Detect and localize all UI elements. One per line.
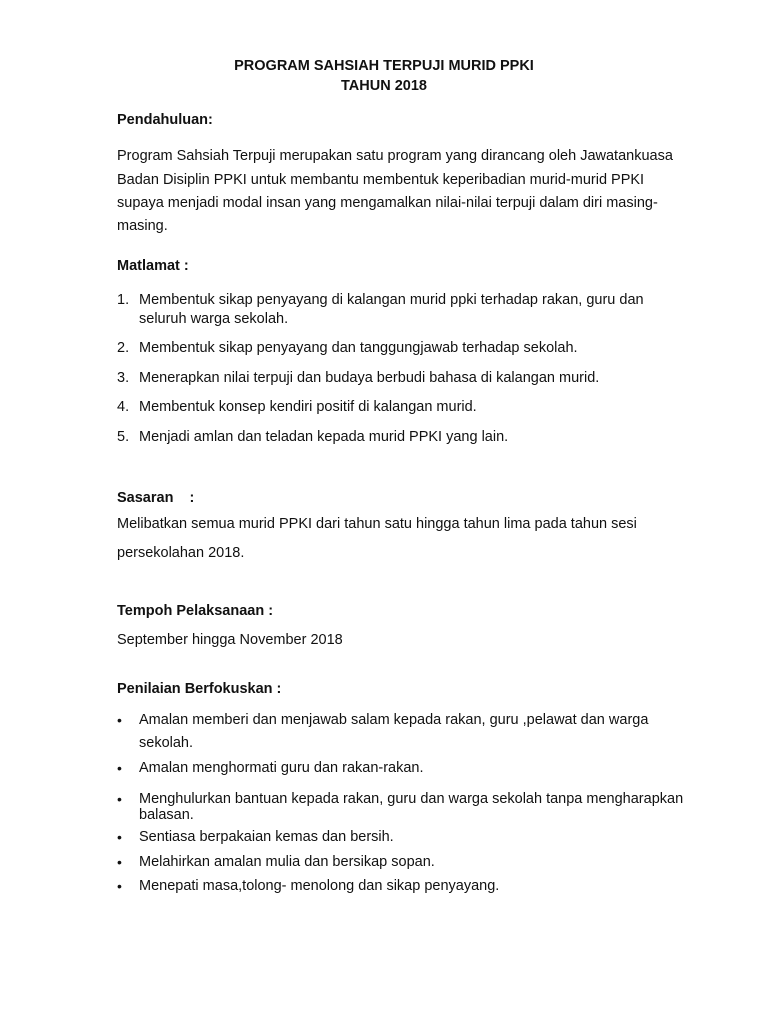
bullet-icon: •	[117, 760, 122, 776]
penilaian-item-text-cont: sekolah.	[139, 735, 194, 751]
penilaian-item-text: Amalan menghormati guru dan rakan-rakan.	[139, 760, 424, 776]
matlamat-item-text: Menerapkan nilai terpuji dan budaya berbudi bahasa di kalangan murid.	[139, 370, 600, 386]
pendahuluan-line: Badan Disiplin PPKI untuk membantu membentuk keperibadian murid-murid PPKI	[117, 172, 645, 188]
penilaian-item-text: Menepati masa,tolong- menolong dan sikap penyayang.	[139, 878, 500, 894]
matlamat-item-text-cont: seluruh warga sekolah.	[139, 311, 289, 327]
matlamat-item-number: 5.	[117, 429, 130, 445]
penilaian-item-text: Menghulurkan bantuan kepada rakan, guru dan warga sekolah tanpa mengharapkan	[139, 791, 684, 807]
matlamat-heading: Matlamat :	[117, 258, 189, 274]
matlamat-item-text: Membentuk konsep kendiri positif di kalangan murid.	[139, 399, 477, 415]
pendahuluan-line: Program Sahsiah Terpuji merupakan satu program yang dirancang oleh Jawatankuasa	[117, 148, 673, 164]
penilaian-item-text: Amalan memberi dan menjawab salam kepada rakan, guru ,pelawat dan warga	[139, 712, 649, 728]
bullet-icon: •	[117, 829, 122, 845]
sasaran-heading: Sasaran :	[117, 490, 195, 506]
bullet-icon: •	[117, 712, 122, 728]
matlamat-item-number: 1.	[117, 292, 130, 308]
sasaran-line: Melibatkan semua murid PPKI dari tahun satu hingga tahun lima pada tahun sesi	[117, 516, 637, 532]
matlamat-item-number: 4.	[117, 399, 130, 415]
matlamat-item-number: 2.	[117, 340, 130, 356]
matlamat-item-text: Menjadi amlan dan teladan kepada murid PPKI yang lain.	[139, 429, 509, 445]
matlamat-item-text: Membentuk sikap penyayang di kalangan murid ppki terhadap rakan, guru dan	[139, 292, 644, 308]
penilaian-heading: Penilaian Berfokuskan :	[117, 681, 282, 697]
pendahuluan-heading: Pendahuluan:	[117, 112, 213, 128]
matlamat-item-text: Membentuk sikap penyayang dan tanggungjawab terhadap sekolah.	[139, 340, 578, 356]
tempoh-heading: Tempoh Pelaksanaan :	[117, 603, 274, 619]
sasaran-line: persekolahan 2018.	[117, 545, 245, 561]
matlamat-item-number: 3.	[117, 370, 130, 386]
penilaian-item-text-cont: balasan.	[139, 807, 194, 823]
bullet-icon: •	[117, 854, 122, 870]
bullet-icon: •	[117, 791, 122, 807]
bullet-icon: •	[117, 878, 122, 894]
penilaian-item-text: Melahirkan amalan mulia dan bersikap sopan.	[139, 854, 435, 870]
document-title-line2: TAHUN 2018	[341, 78, 427, 94]
pendahuluan-line: supaya menjadi modal insan yang mengamalkan nilai-nilai terpuji dalam diri masing-	[117, 195, 658, 211]
document-title-line1: PROGRAM SAHSIAH TERPUJI MURID PPKI	[234, 58, 534, 74]
penilaian-item-text: Sentiasa berpakaian kemas dan bersih.	[139, 829, 394, 845]
tempoh-text: September hingga November 2018	[117, 632, 343, 648]
pendahuluan-line: masing.	[117, 218, 168, 234]
